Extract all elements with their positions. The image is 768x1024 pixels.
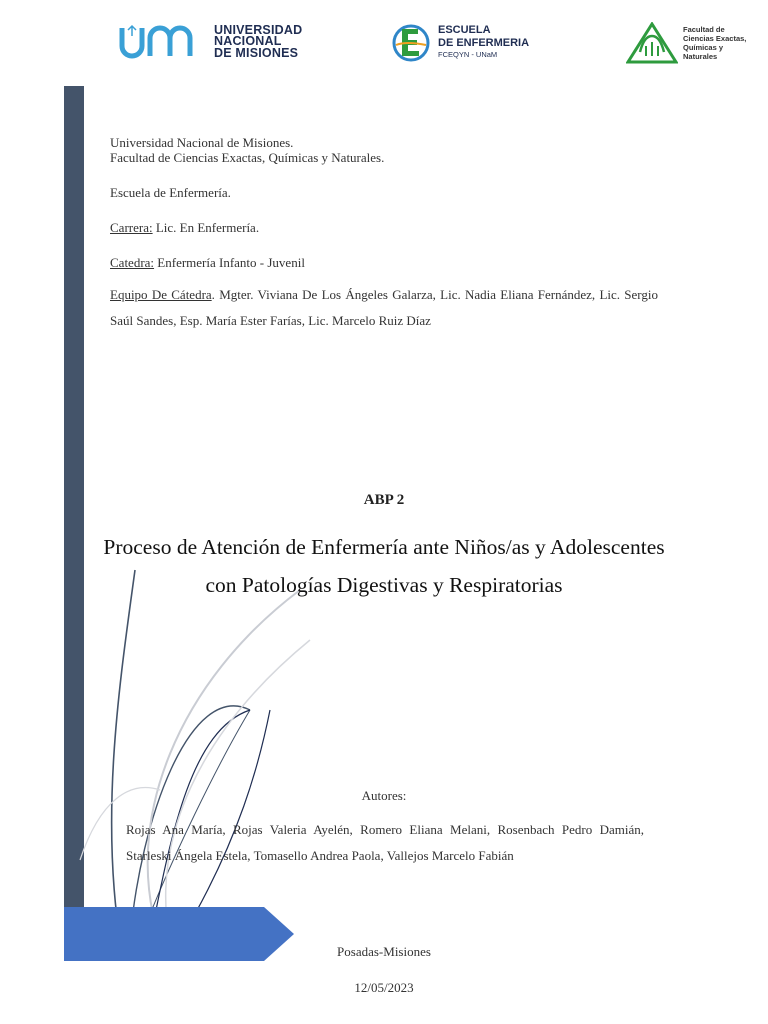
chair-value: Enfermería Infanto - Juvenil	[154, 255, 305, 270]
unam-logo-icon	[118, 22, 208, 62]
facultad-logo	[626, 18, 766, 68]
career-value: Lic. En Enfermería.	[152, 220, 260, 235]
escuela-logo	[390, 20, 540, 64]
unam-logo-line2: NACIONAL	[214, 34, 282, 49]
decorative-curves	[60, 560, 320, 940]
team-value: . Mgter. Viviana De Los Ángeles Galarza, Lic. Nadia Eliana Fernández, Lic. Sergio Saúl Sandes, Esp. María Ester Farías, Lic. Marcelo Ruiz Díaz	[110, 287, 658, 328]
career-line	[110, 220, 658, 235]
chair-line	[110, 255, 658, 270]
unam-logo-line3: DE MISIONES	[214, 45, 299, 60]
school-name: Escuela de Enfermería.	[110, 185, 231, 200]
facultad-logo-line1: Facultad de	[683, 25, 725, 34]
document-title: Proceso de Atención de Enfermería ante Niños/as y Adolescentes con Patologías Digestivas y Respiratorias	[103, 535, 665, 597]
escuela-logo-line2: DE ENFERMERIA	[438, 37, 530, 49]
escuela-logo-line3: FCEQYN - UNaM	[438, 50, 498, 59]
team-paragraph	[110, 282, 658, 334]
escuela-logo-line1: ESCUELA	[438, 24, 491, 36]
date: 12/05/2023	[354, 980, 414, 995]
faculty-name: Facultad de Ciencias Exactas, Químicas y Naturales.	[110, 150, 385, 165]
university-name: Universidad Nacional de Misiones.	[110, 135, 294, 150]
place: Posadas-Misiones	[337, 944, 431, 959]
authors-label: Autores:	[361, 788, 407, 803]
facultad-logo-line2: Ciencias Exactas,	[683, 34, 747, 43]
escuela-logo-icon	[390, 21, 432, 63]
facultad-logo-line4: Naturales	[683, 52, 718, 61]
career-label: Carrera:	[110, 220, 153, 235]
facultad-logo-icon	[626, 22, 678, 64]
abp-heading: ABP 2	[363, 492, 405, 508]
unam-logo-line1: UNIVERSIDAD	[214, 22, 303, 37]
chair-label: Catedra:	[110, 255, 155, 270]
unam-logo	[118, 20, 318, 64]
authors-list: Rojas Ana María, Rojas Valeria Ayelén, Romero Eliana Melani, Rosenbach Pedro Damián, Starleski Ángela Estela, Tomasello Andrea Paola, Vallejos Marcelo Fabián	[126, 822, 644, 863]
institution-info	[110, 135, 658, 334]
team-label: Equipo De Cátedra	[110, 287, 212, 302]
facultad-logo-line3: Químicas y	[683, 43, 724, 52]
